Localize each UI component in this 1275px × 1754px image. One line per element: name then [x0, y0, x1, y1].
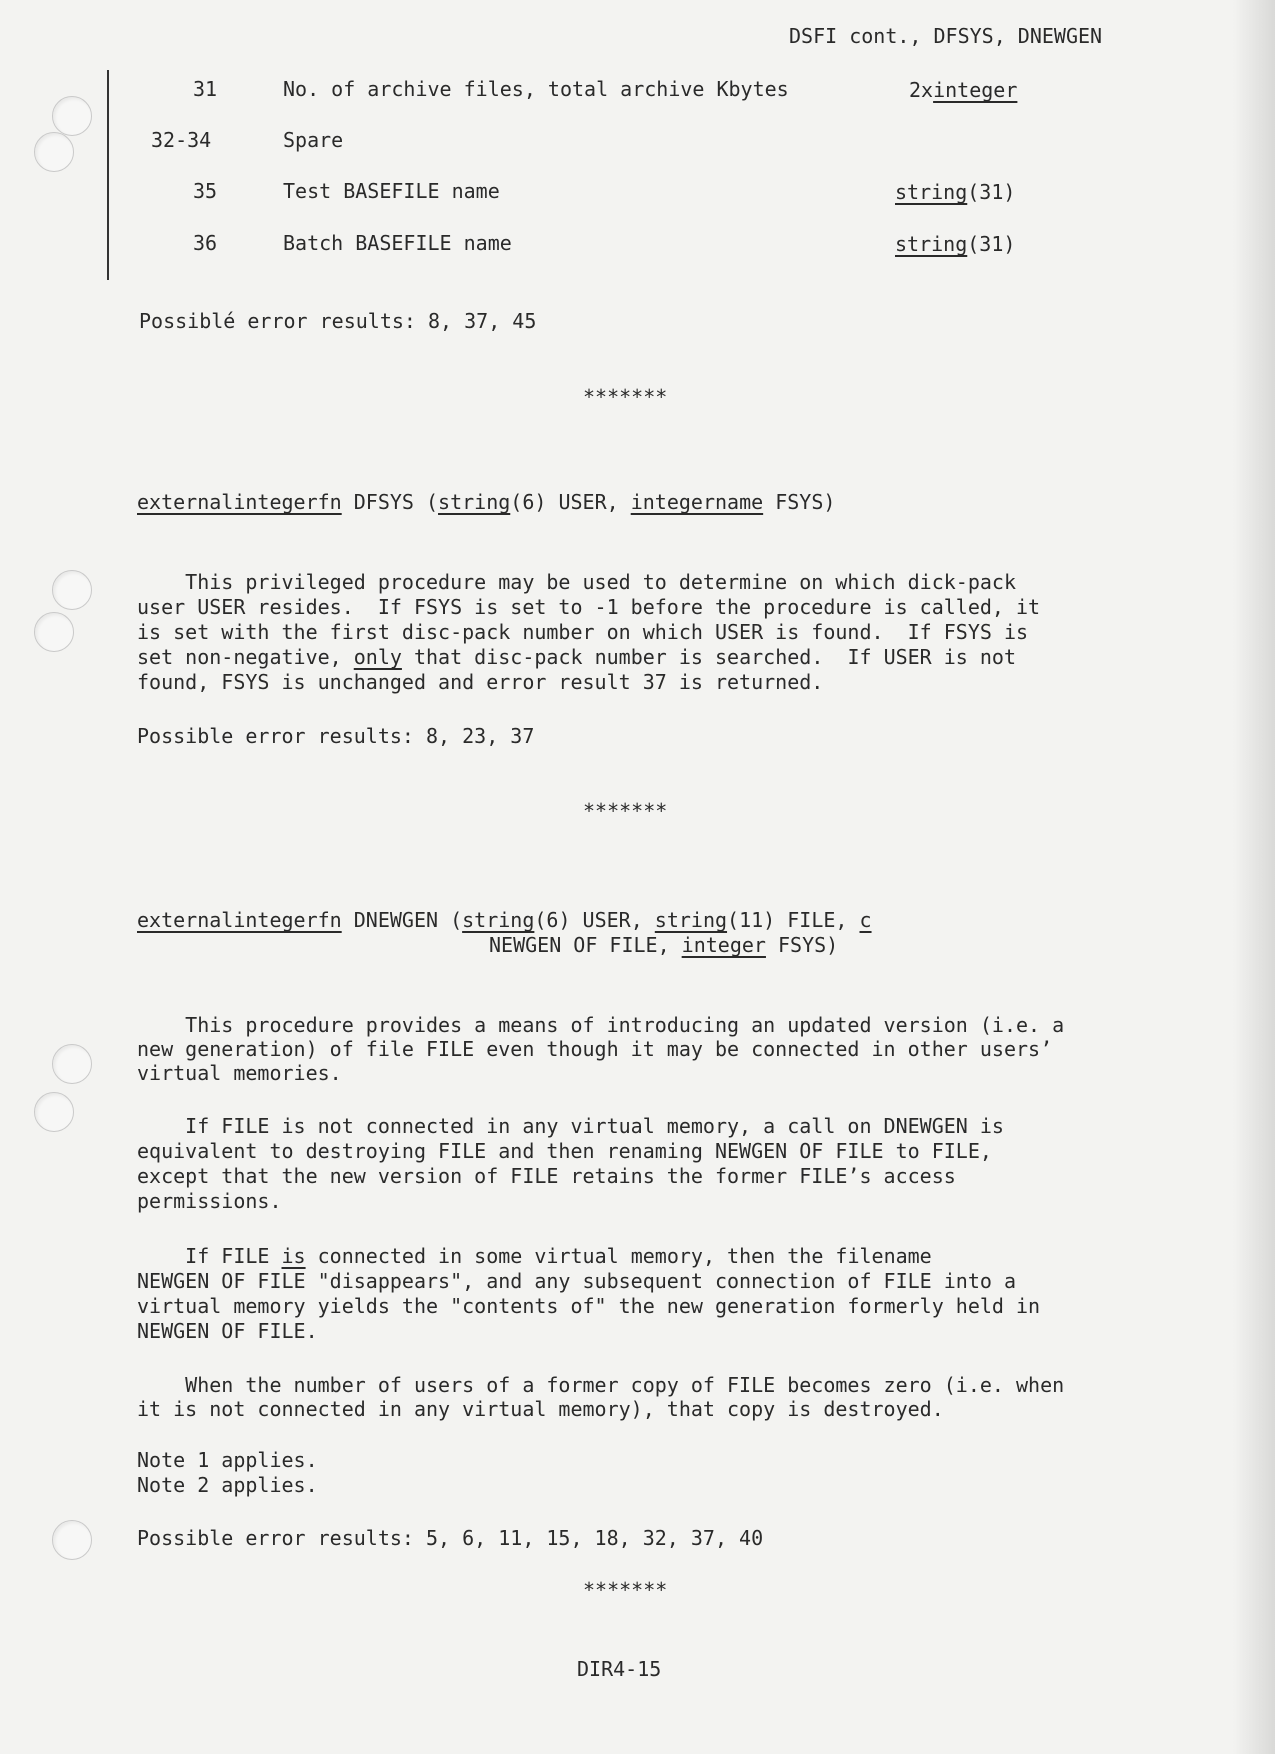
- paragraph-line: it is not connected in any virtual memory), that copy is destroyed.: [137, 1397, 944, 1421]
- keyword-integer: integer: [681, 933, 766, 957]
- paragraph-line: except that the new version of FILE retains the former FILE’s access: [137, 1164, 956, 1188]
- separator: *******: [583, 799, 668, 823]
- punch-hole: [34, 1092, 74, 1132]
- page-number: DIR4-15: [577, 1657, 662, 1681]
- row-index: 31: [193, 77, 218, 101]
- type-suffix: (31): [967, 232, 1016, 256]
- row-description: No. of archive files, total archive Kbytes: [283, 77, 789, 101]
- separator: *******: [583, 385, 668, 409]
- paragraph-line: new generation) of file FILE even though it may be connected in other users’: [137, 1037, 1053, 1061]
- note-line: Note 2 applies.: [137, 1473, 318, 1497]
- keyword-string: string: [654, 908, 728, 932]
- dnewgen-signature-continued: [489, 933, 838, 958]
- paragraph-line: found, FSYS is unchanged and error result 37 is returned.: [137, 670, 824, 694]
- text-span: set non-negative,: [137, 645, 354, 669]
- paragraph-line: This procedure provides a means of introducing an updated version (i.e. a: [137, 1013, 1065, 1037]
- error-results: Possible error results: 5, 6, 11, 15, 18, 32, 37, 40: [137, 1526, 764, 1550]
- function-name: DNEWGEN (: [341, 908, 463, 932]
- paragraph-line: equivalent to destroying FILE and then renaming NEWGEN OF FILE to FILE,: [137, 1139, 992, 1163]
- punch-hole: [52, 570, 92, 610]
- note-line: Note 1 applies.: [137, 1448, 318, 1472]
- keyword-externalintegerfn: externalintegerfn: [137, 490, 342, 514]
- row-type: [895, 232, 1015, 257]
- paragraph-line: If FILE is not connected in any virtual memory, a call on DNEWGEN is: [137, 1114, 1004, 1138]
- punch-hole: [34, 612, 74, 652]
- row-type: [895, 180, 1015, 205]
- row-type: [909, 78, 1017, 103]
- separator: *******: [583, 1578, 668, 1602]
- argument-text: (11) FILE,: [727, 908, 860, 932]
- row-index: 36: [193, 231, 218, 255]
- type-keyword: string: [895, 180, 968, 204]
- text-span: If FILE: [137, 1244, 282, 1268]
- argument-text: (6) USER,: [510, 490, 631, 514]
- paragraph-line: [137, 645, 1016, 670]
- row-index: 32-34: [151, 128, 212, 152]
- type-keyword: string: [895, 232, 968, 256]
- text-span: connected in some virtual memory, then the filename: [305, 1244, 932, 1268]
- row-description: Batch BASEFILE name: [283, 231, 512, 255]
- row-description: Spare: [283, 128, 344, 152]
- row-index: 35: [193, 179, 218, 203]
- paragraph-line: NEWGEN OF FILE "disappears", and any subsequent connection of FILE into a: [137, 1269, 1016, 1293]
- keyword-string: string: [462, 908, 535, 932]
- change-bar: [107, 70, 109, 280]
- emphasis-is: is: [281, 1244, 306, 1268]
- type-keyword: integer: [933, 78, 1018, 102]
- function-name: DFSYS (: [341, 490, 439, 514]
- paragraph-line: [137, 1244, 932, 1269]
- type-suffix: (31): [967, 180, 1016, 204]
- dfsys-signature: [137, 490, 835, 515]
- text-span: that disc-pack number is searched. If USER is not: [401, 645, 1017, 669]
- keyword-externalintegerfn: externalintegerfn: [137, 908, 342, 932]
- argument-text: FSYS): [765, 933, 839, 957]
- type-prefix: 2x: [909, 78, 934, 102]
- keyword-string: string: [438, 490, 511, 514]
- punch-hole: [52, 1520, 92, 1560]
- running-header: DSFI cont., DFSYS, DNEWGEN: [789, 24, 1103, 48]
- paragraph-line: virtual memories.: [137, 1061, 342, 1085]
- paragraph-line: permissions.: [137, 1189, 282, 1213]
- argument-text: (6) USER,: [534, 908, 655, 932]
- paragraph-line: NEWGEN OF FILE.: [137, 1319, 318, 1343]
- paragraph-line: virtual memory yields the "contents of" the new generation formerly held in: [137, 1294, 1041, 1318]
- punch-hole: [52, 1044, 92, 1084]
- argument-text: NEWGEN OF FILE,: [489, 933, 682, 957]
- paragraph-line: This privileged procedure may be used to determine on which dick-pack: [137, 570, 1016, 594]
- punch-hole: [34, 132, 74, 172]
- dnewgen-signature: [137, 908, 872, 933]
- punch-hole: [52, 96, 92, 136]
- error-results: Possible error results: 8, 23, 37: [137, 724, 535, 748]
- argument-text: FSYS): [763, 490, 836, 514]
- keyword-integername: integername: [630, 490, 764, 514]
- paragraph-line: When the number of users of a former copy of FILE becomes zero (i.e. when: [137, 1373, 1065, 1397]
- row-description: Test BASEFILE name: [283, 179, 500, 203]
- paragraph-line: is set with the first disc-pack number on which USER is found. If FSYS is: [137, 620, 1029, 644]
- error-results: Possiblé error results: 8, 37, 45: [139, 309, 537, 333]
- page-edge-shadow: [1233, 0, 1275, 1754]
- paragraph-line: user USER resides. If FSYS is set to -1 before the procedure is called, it: [137, 595, 1041, 619]
- emphasis-only: only: [353, 645, 402, 669]
- continuation-mark: c: [859, 908, 872, 932]
